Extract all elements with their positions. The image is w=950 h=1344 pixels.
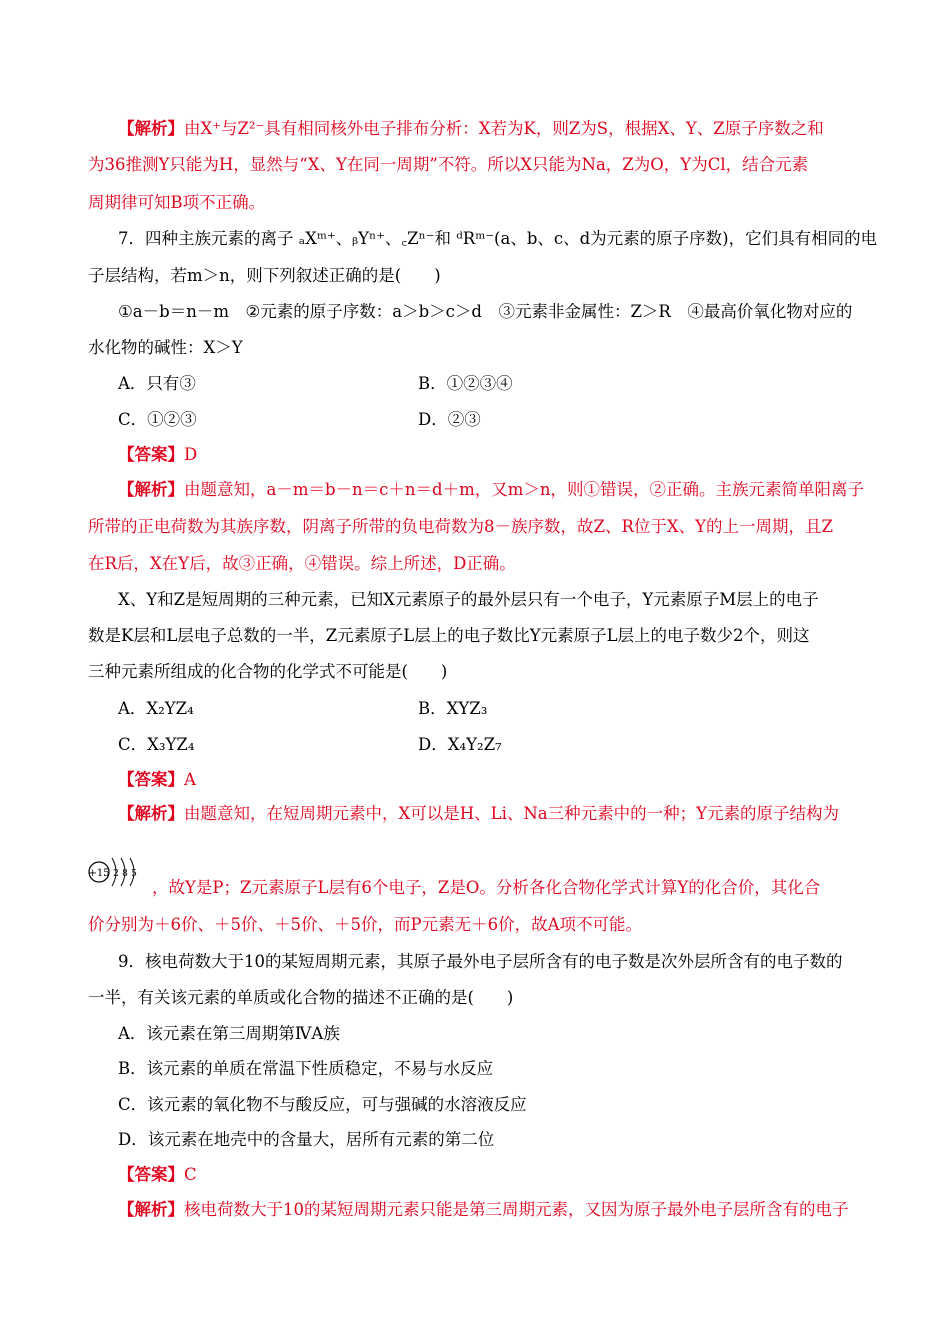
q8-stem-1: X、Y和Z是短周期的三种元素，已知X元素原子的最外层只有一个电子，Y元素原子M层上的电子 [118, 590, 819, 609]
q7-option-a: A．只有③ [118, 374, 196, 393]
q9-option-c: C．该元素的氧化物不与酸反应，可与强碱的水溶液反应 [118, 1095, 527, 1114]
q7-stem-1: 7．四种主族元素的离子 ₐXᵐ⁺、ᵦYⁿ⁺、꜀Zⁿ⁻和 ᵈRᵐ⁻(a、b、c、d为元素的原子序数)，它们具有相同的电 [118, 229, 878, 248]
atom-shell-count-2: 8 [122, 869, 128, 879]
q9-option-d: D．该元素在地壳中的含量大，居所有元素的第二位 [118, 1130, 495, 1149]
q7-explanation-3: 在R后，X在Y后，故③正确，④错误。综上所述，D正确。 [88, 554, 516, 573]
p1-line-2: 为36推测Y只能为H，显然与“X、Y在同一周期”不符。所以X只能为Na，Z为O，Y为Cl，结合元素 [88, 155, 809, 174]
q8-option-d: D．X₄Y₂Z₇ [418, 735, 502, 754]
q8-explanation-2: ，故Y是P；Z元素原子L层有6个电子，Z是O。分析各化合物化学式计算Y的化合价，其化合 [152, 878, 821, 897]
atom-shell-count-3: 5 [131, 869, 137, 879]
q9-option-a: A．该元素在第三周期第ⅣA族 [118, 1024, 340, 1043]
p1-line-1: 【解析】由X⁺与Z²⁻具有相同核外电子排布分析：X若为K，则Z为S，根据X、Y、Z原子序数之和 [118, 119, 824, 138]
q7-option-b: B．①②③④ [418, 374, 513, 393]
atom-nucleus-label: +15 [88, 868, 110, 879]
q8-answer: 【答案】A [118, 770, 196, 789]
q7-answer: 【答案】D [118, 445, 198, 464]
q9-stem-1: 9．核电荷数大于10的某短周期元素，其原子最外电子层所含有的电子数是次外层所含有的电子数的 [118, 952, 843, 971]
p1-line-3: 周期律可知B项不正确。 [88, 193, 266, 212]
q8-option-b: B．XYZ₃ [418, 699, 488, 718]
q8-stem-2: 数是K层和L层电子总数的一半，Z元素原子L层上的电子数比Y元素原子L层上的电子数少2个，则这 [88, 626, 810, 645]
q7-stem-4: 水化物的碱性：X＞Y [88, 338, 243, 357]
q7-explanation-2: 所带的正电荷数为其族序数，阴离子所带的负电荷数为8－族序数，故Z、R位于X、Y的上一周期，且Z [88, 517, 833, 536]
q9-answer: 【答案】C [118, 1165, 197, 1184]
q7-stem-2: 子层结构，若m＞n，则下列叙述正确的是( ) [88, 266, 441, 285]
q8-stem-3: 三种元素所组成的化合物的化学式不可能是( ) [88, 662, 448, 681]
q7-explanation-1: 【解析】由题意知，a－m＝b－n＝c＋n＝d＋m，又m＞n，则①错误，②正确。主族元素简单阳离子 [118, 480, 865, 499]
q8-explanation-1: 【解析】由题意知，在短周期元素中，X可以是H、Li、Na三种元素中的一种；Y元素的原子结构为 [118, 804, 840, 823]
q7-option-d: D．②③ [418, 410, 481, 429]
q9-explanation-1: 【解析】核电荷数大于10的某短周期元素只能是第三周期元素，又因为原子最外电子层所含有的电子 [118, 1200, 849, 1219]
atom-shell-count-1: 2 [113, 869, 119, 879]
phosphorus-atom-structure-diagram [86, 852, 146, 892]
q8-option-a: A．X₂YZ₄ [118, 699, 194, 718]
q9-option-b: B．该元素的单质在常温下性质稳定，不易与水反应 [118, 1059, 494, 1078]
q9-stem-2: 一半，有关该元素的单质或化合物的描述不正确的是( ) [88, 988, 514, 1007]
q7-option-c: C．①②③ [118, 410, 197, 429]
q7-stem-3: ①a－b＝n－m ②元素的原子序数：a＞b＞c＞d ③元素非金属性：Z＞R ④最高价氧化物对应的 [118, 302, 853, 321]
q8-explanation-3: 价分别为＋6价、＋5价、＋5价、＋5价，而P元素无＋6价，故A项不可能。 [88, 915, 643, 934]
q8-option-c: C．X₃YZ₄ [118, 735, 195, 754]
